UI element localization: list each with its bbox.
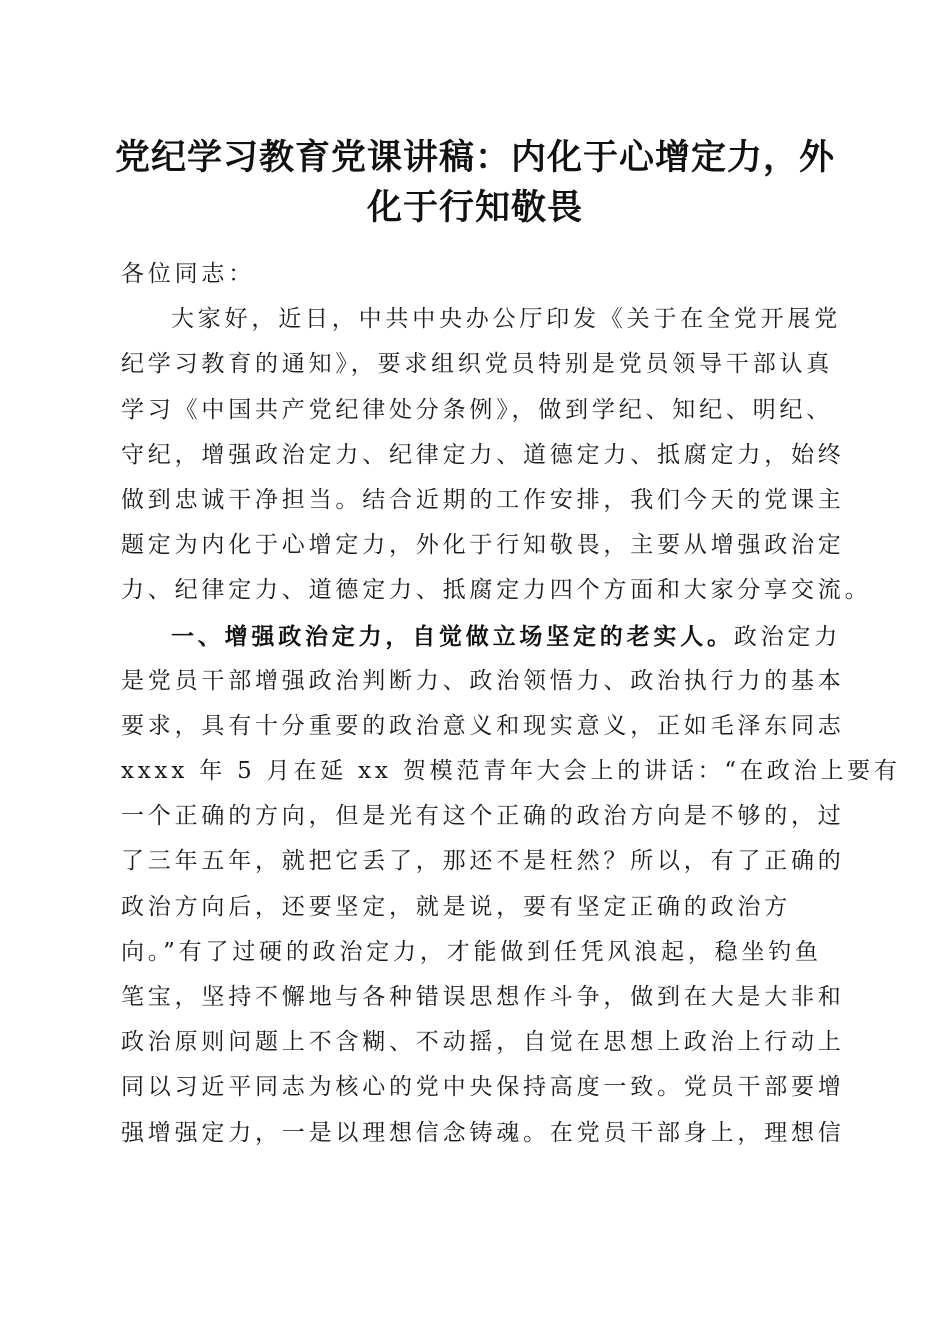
section-1-line: 一个正确的方向，但是光有这个正确的政治方向是不够的，过	[121, 803, 845, 830]
section-1-first-line	[121, 614, 842, 659]
intro-line: 守纪，增强政治定力、纪律定力、道德定力、抵腐定力，始终	[121, 441, 845, 468]
intro-line: 纪学习教育的通知》，要求组织党员特别是党员领导干部认真	[121, 351, 834, 378]
intro-line: 做到忠诚干净担当。结合近期的工作安排，我们今天的党课主	[121, 486, 845, 513]
section-1-line: 是党员干部增强政治判断力、政治领悟力、政治执行力的基本	[121, 667, 845, 694]
section-1-line: 强增强定力，一是以理想信念铸魂。在党员干部身上，理想信	[121, 1119, 845, 1146]
intro-line: 大家好，近日，中共中央办公厅印发《关于在全党开展党	[171, 306, 841, 333]
section-1-line: 向。”有了过硬的政治定力，才能做到任凭风浪起，稳坐钓鱼	[121, 938, 822, 965]
section-1-line: 笔宝，坚持不懈地与各种错误思想作斗争，做到在大是大非和	[121, 984, 845, 1010]
salutation: 各位同志：	[121, 261, 255, 287]
section-1-line: xxxx 年 5 月在延 xx 贺模范青年大会上的讲话：“在政治上要有	[121, 758, 901, 785]
intro-line: 力、纪律定力、道德定力、抵腐定力四个方面和大家分享交流。	[121, 577, 872, 604]
section-1-line: 政治原则问题上不含糊、不动摇，自觉在思想上政治上行动上	[121, 1029, 845, 1056]
title-line-2: 化于行知敬畏	[366, 187, 583, 228]
section-1-line: 同以习近平同志为核心的党中央保持高度一致。党员干部要增	[121, 1074, 845, 1101]
section-1-line: 要求，具有十分重要的政治意义和现实意义，正如毛泽东同志	[121, 712, 845, 739]
section-1-first-line-tail: 政治定力	[733, 623, 842, 650]
title-line-1: 党纪学习教育党课讲稿：内化于心增定力，外	[114, 137, 835, 178]
section-1-line: 政治方向后，还要坚定，就是说，要有坚定正确的政治方	[121, 893, 791, 920]
document-body	[121, 252, 901, 1156]
intro-line: 题定为内化于心增定力，外化于行知敬畏，主要从增强政治定	[121, 532, 845, 559]
section-1-line: 了三年五年，就把它丢了，那还不是枉然？所以，有了正确的	[121, 848, 845, 875]
document-title	[110, 133, 840, 233]
intro-line: 学习《中国共产党纪律处分条例》，做到学纪、知纪、明纪、	[121, 396, 834, 423]
section-1-heading: 一、增强政治定力，自觉做立场坚定的老实人。	[171, 622, 734, 650]
